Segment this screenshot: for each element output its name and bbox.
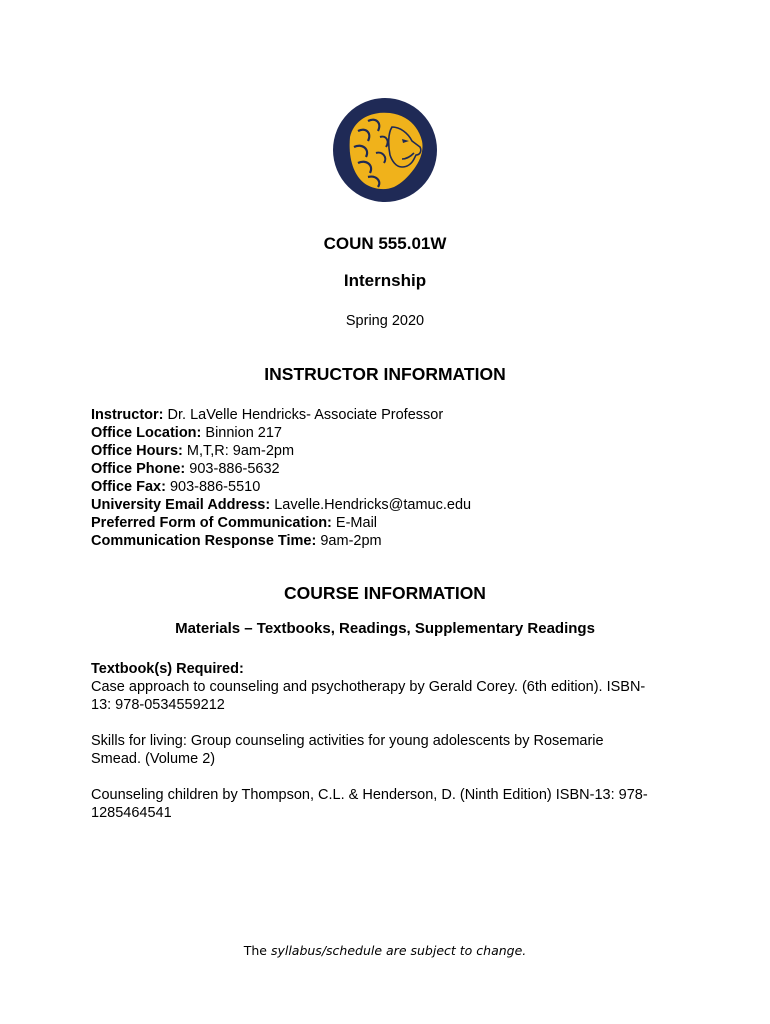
- textbook-line: 13: 978-0534559212: [91, 697, 225, 713]
- textbook-line: Skills for living: Group counseling activities for young adolescents by Rosemarie: [91, 733, 604, 749]
- textbook-line: Counseling children by Thompson, C.L. & Henderson, D. (Ninth Edition) ISBN-13: 978-: [91, 787, 648, 803]
- info-label: Office Phone:: [91, 461, 186, 477]
- info-value: Lavelle.Hendricks@tamuc.edu: [274, 497, 472, 513]
- info-row-response-time: [91, 532, 691, 550]
- info-row-instructor: [91, 406, 691, 424]
- info-value: 903-886-5632: [189, 461, 280, 477]
- info-row-preferred-communication: [91, 514, 691, 532]
- textbook-line: Smead. (Volume 2): [91, 751, 216, 767]
- info-value: 9am-2pm: [320, 533, 382, 549]
- instructor-info-list: [91, 406, 691, 550]
- textbook-entry: [91, 678, 681, 714]
- info-row-email: [91, 496, 691, 514]
- course-name: Internship: [343, 271, 427, 290]
- course-section-heading: COURSE INFORMATION: [284, 583, 486, 603]
- info-value: Dr. LaVelle Hendricks- Associate Professor: [167, 407, 444, 423]
- instructor-section-heading: INSTRUCTOR INFORMATION: [264, 364, 506, 384]
- textbooks-block: [91, 660, 681, 822]
- info-value: Binnion 217: [205, 425, 282, 441]
- info-label: Office Location:: [91, 425, 202, 441]
- course-term: Spring 2020: [345, 313, 425, 329]
- footer-note: [0, 943, 770, 958]
- info-row-office-phone: [91, 460, 691, 478]
- info-value: 903-886-5510: [169, 479, 261, 495]
- info-value: M,T,R: 9am-2pm: [186, 443, 295, 459]
- lion-head-icon: [332, 97, 438, 203]
- info-row-office-location: [91, 424, 691, 442]
- info-label: Preferred Form of Communication:: [91, 515, 332, 531]
- footer-italic: syllabus/schedule are subject to change.: [270, 943, 527, 958]
- textbook-line: Case approach to counseling and psychotherapy by Gerald Corey. (6th edition). ISBN-: [91, 679, 646, 695]
- info-label: Office Fax:: [91, 479, 166, 495]
- textbook-line: 1285464541: [91, 805, 172, 821]
- info-label: Office Hours:: [91, 443, 183, 459]
- textbooks-label: Textbook(s) Required:: [91, 661, 244, 677]
- course-code: COUN 555.01W: [323, 234, 447, 253]
- info-row-office-hours: [91, 442, 691, 460]
- info-value: E-Mail: [335, 515, 378, 531]
- footer-prefix: The: [243, 943, 271, 958]
- materials-heading: Materials – Textbooks, Readings, Supplementary Readings: [175, 620, 595, 637]
- textbook-entry: [91, 732, 681, 768]
- info-label: Communication Response Time:: [91, 533, 317, 549]
- info-row-office-fax: [91, 478, 691, 496]
- info-label: University Email Address:: [91, 497, 271, 513]
- info-label: Instructor:: [91, 407, 164, 423]
- textbook-entry: [91, 786, 681, 822]
